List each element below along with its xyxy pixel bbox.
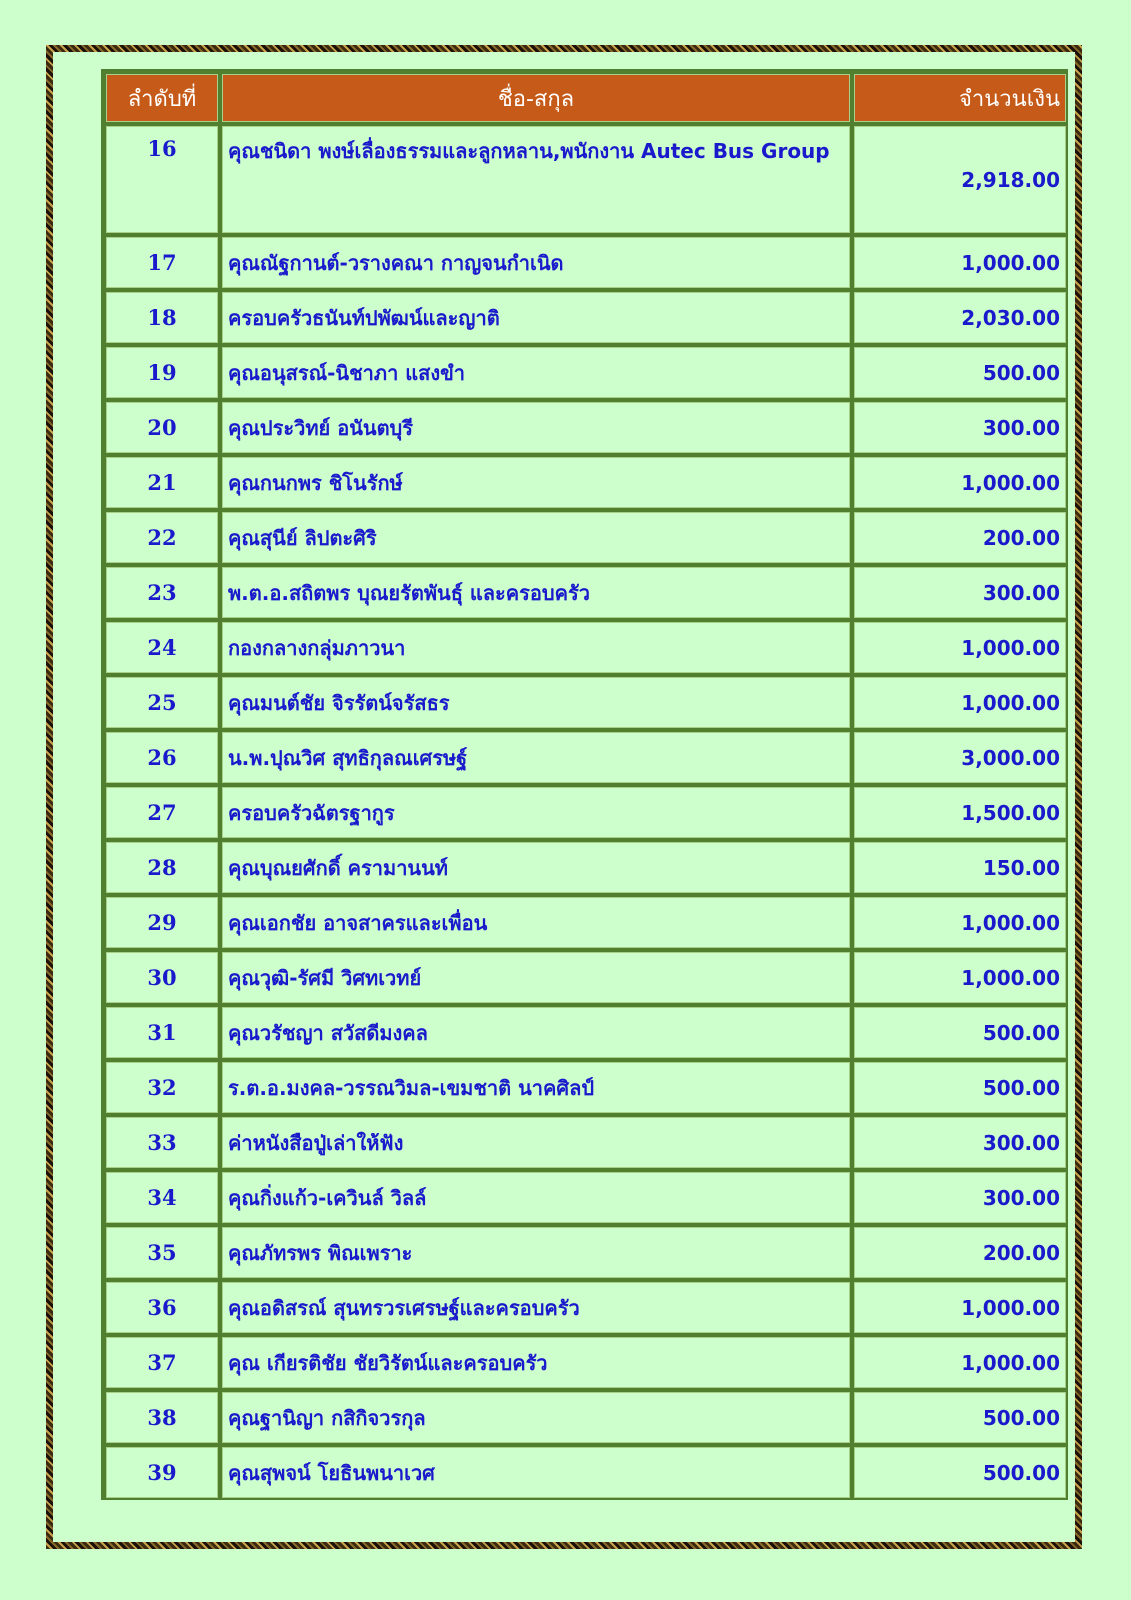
row-name: คุณสุพจน์ โยธินพนาเวศ (220, 1445, 852, 1500)
row-amount: 1,000.00 (852, 950, 1068, 1005)
row-name: คุณกนกพร ชิโนรักษ์ (220, 455, 852, 510)
row-number: 38 (104, 1390, 220, 1445)
header-name: ชื่อ-สกุล (220, 72, 852, 124)
row-name: คุณชนิดา พงษ์เลื่องธรรมและลูกหลาน,พนักงาน Autec Bus Group (220, 124, 852, 235)
row-amount: 150.00 (852, 840, 1068, 895)
row-number: 31 (104, 1005, 220, 1060)
row-number: 39 (104, 1445, 220, 1500)
row-number: 17 (104, 235, 220, 290)
row-amount: 1,000.00 (852, 895, 1068, 950)
row-amount: 1,000.00 (852, 235, 1068, 290)
table-row (104, 345, 1068, 400)
row-name: คุณมนต์ชัย จิรรัตน์จรัสธร (220, 675, 852, 730)
table-row (104, 1335, 1068, 1390)
row-amount: 300.00 (852, 1115, 1068, 1170)
row-number: 33 (104, 1115, 220, 1170)
row-amount: 1,000.00 (852, 675, 1068, 730)
row-name: คุณวุฒิ-รัศมี วิศทเวทย์ (220, 950, 852, 1005)
row-name: คุณภัทรพร พิณเพราะ (220, 1225, 852, 1280)
row-amount: 300.00 (852, 565, 1068, 620)
row-amount: 2,030.00 (852, 290, 1068, 345)
row-name: ครอบครัวธนันท์ปพัฒน์และญาติ (220, 290, 852, 345)
header-row (104, 72, 1068, 124)
row-amount: 1,000.00 (852, 1335, 1068, 1390)
header-number: ลำดับที่ (104, 72, 220, 124)
row-amount: 200.00 (852, 1225, 1068, 1280)
row-name: ครอบครัวฉัตรฐากูร (220, 785, 852, 840)
row-amount: 500.00 (852, 1060, 1068, 1115)
table-row (104, 1445, 1068, 1500)
row-amount: 1,000.00 (852, 1280, 1068, 1335)
row-amount: 1,000.00 (852, 620, 1068, 675)
row-number: 34 (104, 1170, 220, 1225)
row-name: คุณสุนีย์ ลิปตะศิริ (220, 510, 852, 565)
header-amount: จำนวนเงิน (852, 72, 1068, 124)
row-number: 21 (104, 455, 220, 510)
row-number: 37 (104, 1335, 220, 1390)
row-name: พ.ต.อ.สถิตพร บุณยรัตพันธุ์ และครอบครัว (220, 565, 852, 620)
row-name: น.พ.ปุณวิศ สุทธิกุลณเศรษฐ์ (220, 730, 852, 785)
row-name: คุณฐานิญา กสิกิจวรกุล (220, 1390, 852, 1445)
table-row (104, 1005, 1068, 1060)
table-row (104, 1280, 1068, 1335)
row-amount: 3,000.00 (852, 730, 1068, 785)
row-number: 23 (104, 565, 220, 620)
table-row (104, 1225, 1068, 1280)
table-row (104, 1115, 1068, 1170)
row-name: คุณเอกชัย อาจสาครและเพื่อน (220, 895, 852, 950)
table-row (104, 510, 1068, 565)
row-number: 28 (104, 840, 220, 895)
table-row (104, 1170, 1068, 1225)
row-amount: 500.00 (852, 345, 1068, 400)
row-name: คุณวรัชญา สวัสดีมงคล (220, 1005, 852, 1060)
row-number: 26 (104, 730, 220, 785)
table-row (104, 124, 1068, 235)
table-row (104, 565, 1068, 620)
row-number: 16 (104, 124, 220, 235)
table-row (104, 1060, 1068, 1115)
row-number: 36 (104, 1280, 220, 1335)
table-row (104, 895, 1068, 950)
row-amount: 2,918.00 (852, 124, 1068, 235)
row-amount: 500.00 (852, 1390, 1068, 1445)
donation-table (101, 69, 1068, 1500)
table-row (104, 1390, 1068, 1445)
table-row (104, 840, 1068, 895)
table-row (104, 675, 1068, 730)
table-row (104, 290, 1068, 345)
table-body (104, 124, 1068, 1500)
row-name: คุณ เกียรติชัย ชัยวิรัตน์และครอบครัว (220, 1335, 852, 1390)
table-row (104, 730, 1068, 785)
row-number: 32 (104, 1060, 220, 1115)
row-number: 27 (104, 785, 220, 840)
row-name: คุณอนุสรณ์-นิชาภา แสงขำ (220, 345, 852, 400)
row-amount: 1,500.00 (852, 785, 1068, 840)
row-name: ค่าหนังสือปู่เล่าให้ฟัง (220, 1115, 852, 1170)
row-amount: 1,000.00 (852, 455, 1068, 510)
table-row (104, 620, 1068, 675)
row-amount: 500.00 (852, 1445, 1068, 1500)
row-name: ร.ต.อ.มงคล-วรรณวิมล-เขมชาติ นาคศิลป์ (220, 1060, 852, 1115)
row-amount: 300.00 (852, 1170, 1068, 1225)
row-number: 35 (104, 1225, 220, 1280)
row-name: คุณกิ่งแก้ว-เควินล์ วิลล์ (220, 1170, 852, 1225)
row-name: คุณณัฐกานต์-วรางคณา กาญจนกำเนิด (220, 235, 852, 290)
table-row (104, 785, 1068, 840)
row-number: 22 (104, 510, 220, 565)
table-row (104, 400, 1068, 455)
row-name: คุณอดิสรณ์ สุนทรวรเศรษฐ์และครอบครัว (220, 1280, 852, 1335)
row-number: 30 (104, 950, 220, 1005)
row-number: 20 (104, 400, 220, 455)
row-number: 19 (104, 345, 220, 400)
row-number: 29 (104, 895, 220, 950)
row-name: คุณประวิทย์ อนันตบุรี (220, 400, 852, 455)
table-row (104, 235, 1068, 290)
decorative-frame (46, 45, 1082, 1549)
row-name: กองกลางกลุ่มภาวนา (220, 620, 852, 675)
row-amount: 200.00 (852, 510, 1068, 565)
row-number: 24 (104, 620, 220, 675)
row-number: 18 (104, 290, 220, 345)
row-name: คุณบุณยศักดิ์ ครามานนท์ (220, 840, 852, 895)
table-row (104, 950, 1068, 1005)
row-amount: 500.00 (852, 1005, 1068, 1060)
row-amount: 300.00 (852, 400, 1068, 455)
donation-table-container (101, 69, 1065, 1500)
table-row (104, 455, 1068, 510)
row-number: 25 (104, 675, 220, 730)
